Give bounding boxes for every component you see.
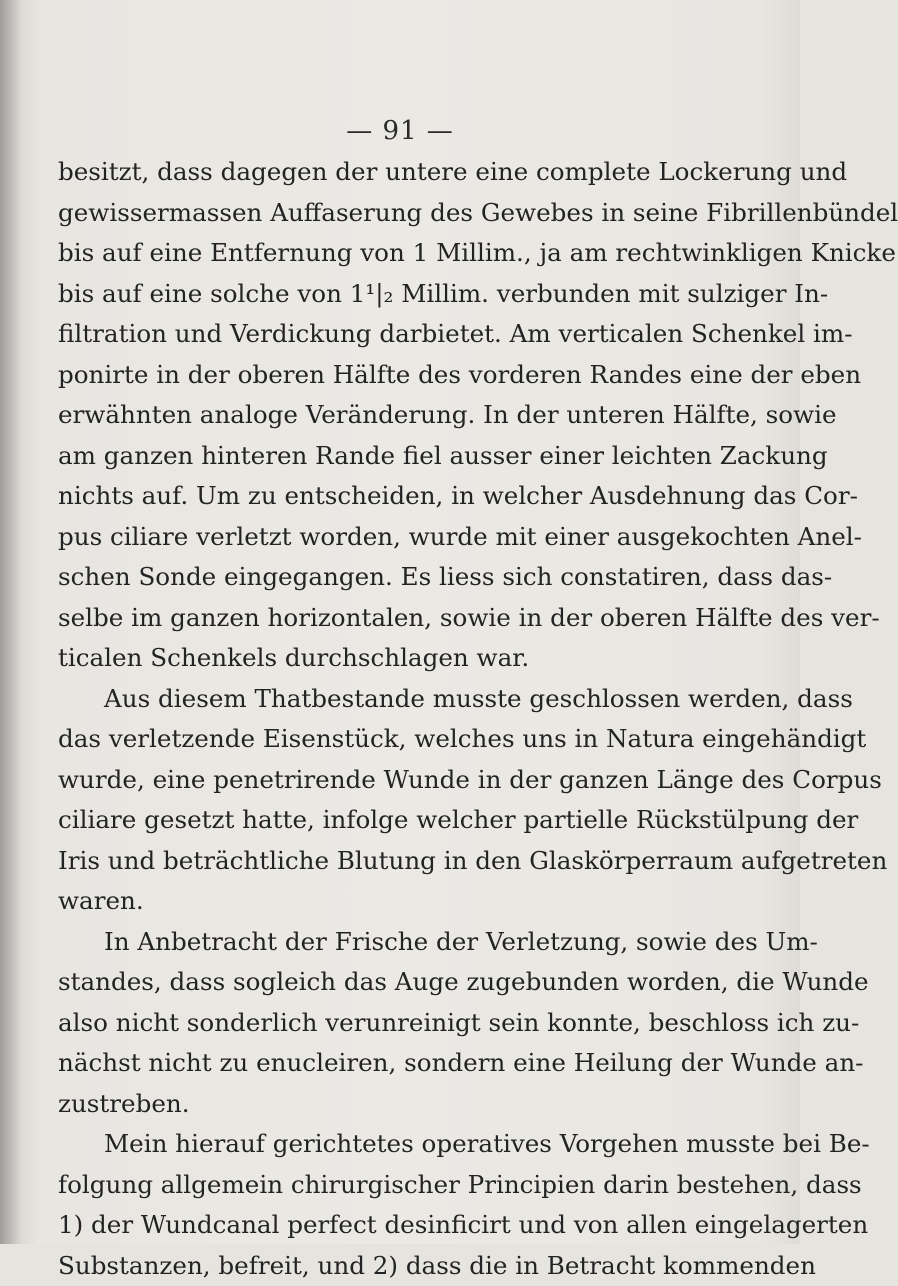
text-line: Substanzen, befreit, und 2) dass die in Betracht kommenden [58,1246,758,1286]
text-line: 1) der Wundcanal perfect desinficirt und von allen eingelagerten [58,1205,758,1246]
text-line: ticalen Schenkels durchschlagen war. [58,638,758,679]
text-line: wurde, eine penetrirende Wunde in der ganzen Länge des Corpus [58,760,758,801]
text-line: pus ciliare verletzt worden, wurde mit einer ausgekochten Anel- [58,517,758,558]
text-line: Mein hierauf gerichtetes operatives Vorgehen musste bei Be- [58,1124,758,1165]
text-line: Aus diesem Thatbestande musste geschlossen werden, dass [58,679,758,720]
text-line: also nicht sonderlich verunreinigt sein konnte, beschloss ich zu- [58,1003,758,1044]
text-line: am ganzen hinteren Rande fiel ausser einer leichten Zackung [58,436,758,477]
text-line: nächst nicht zu enucleiren, sondern eine Heilung der Wunde an- [58,1043,758,1084]
text-line: Iris und beträchtliche Blutung in den Glaskörperraum aufgetreten [58,841,758,882]
text-line: schen Sonde eingegangen. Es liess sich constatiren, dass das- [58,557,758,598]
text-line: In Anbetracht der Frische der Verletzung, sowie des Um- [58,922,758,963]
text-line: bis auf eine Entfernung von 1 Millim., ja am rechtwinkligen Knicke [58,233,758,274]
text-line: erwähnten analoge Veränderung. In der unteren Hälfte, sowie [58,395,758,436]
text-line: ponirte in der oberen Hälfte des vorderen Randes eine der eben [58,355,758,396]
body-text [58,152,758,1286]
binding-shadow [0,0,22,1244]
page-number: — 91 — [0,116,800,146]
text-line: besitzt, dass dagegen der untere eine complete Lockerung und [58,152,758,193]
text-line: zustreben. [58,1084,758,1125]
text-line: waren. [58,881,758,922]
text-line: filtration und Verdickung darbietet. Am verticalen Schenkel im- [58,314,758,355]
text-line: gewissermassen Auffaserung des Gewebes in seine Fibrillenbündel [58,193,758,234]
text-line: standes, dass sogleich das Auge zugebunden worden, die Wunde [58,962,758,1003]
text-line: nichts auf. Um zu entscheiden, in welcher Ausdehnung das Cor- [58,476,758,517]
text-line: bis auf eine solche von 1¹|₂ Millim. verbunden mit sulziger In- [58,274,758,315]
text-line: selbe im ganzen horizontalen, sowie in der oberen Hälfte des ver- [58,598,758,639]
text-line: das verletzende Eisenstück, welches uns in Natura eingehändigt [58,719,758,760]
text-line: folgung allgemein chirurgischer Principien darin bestehen, dass [58,1165,758,1206]
text-line: ciliare gesetzt hatte, infolge welcher partielle Rückstülpung der [58,800,758,841]
